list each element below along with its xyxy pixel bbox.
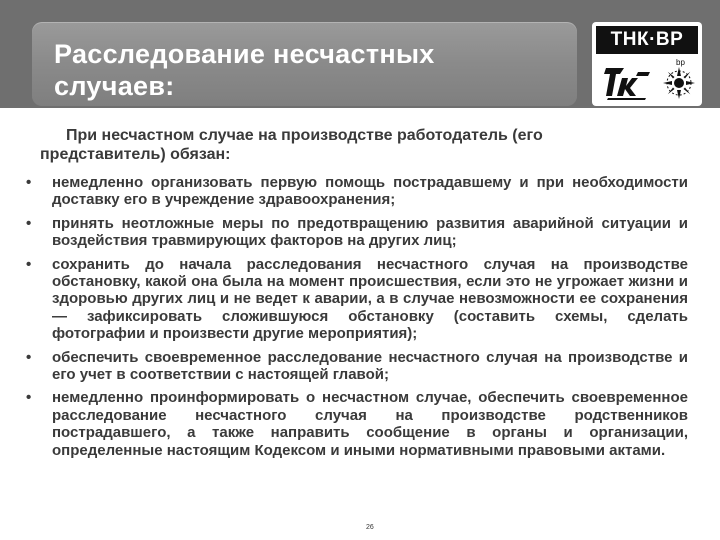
bullet-icon: • — [26, 389, 32, 407]
list-item — [24, 256, 688, 343]
bp-helios-icon — [662, 66, 696, 100]
list-item-text: сохранить до начала расследования несчастного случая на производстве обстановку, какой она была на момент происшествия, если это не угрожает жизни и здоровью других лиц и не ведет к аварии, а в случае невозможности ее сохранения — зафиксировать сложившуюся обстановку (составить схемы, сделать фотографии и произвести другие мероприятия); — [52, 255, 688, 343]
bullet-icon: • — [26, 174, 32, 191]
list-item-text: немедленно проинформировать о несчастном случае, обеспечить своевременное расследование несчастного случая на производстве родственников пострадавшего, а также направить сообщение в органы и организации, определенные настоящим Кодексом и иными нормативными правовыми актами. — [52, 389, 688, 459]
obligations-list — [24, 174, 688, 465]
list-item — [24, 349, 688, 384]
tnk-emblem-icon — [602, 62, 652, 102]
page-number: 26 — [366, 524, 374, 531]
intro-text — [40, 126, 690, 164]
company-logo — [592, 22, 702, 106]
list-item-text: немедленно организовать первую помощь пострадавшему и при необходимости доставку его в учреждение здравоохранения; — [52, 174, 688, 209]
intro-line-1: При несчастном случае на производстве работодатель (его — [66, 127, 543, 144]
logo-bp-text: bp — [676, 58, 685, 67]
list-item-text: обеспечить своевременное расследование несчастного случая на производстве и его учет в соответствии с настоящей главой; — [52, 348, 688, 384]
slide-title: Расследование несчастных случаев: — [54, 39, 435, 101]
bullet-icon: • — [26, 214, 32, 232]
list-item-text: принять неотложные меры по предотвращению развития аварийной ситуации и воздействия травмирующих факторов на других лиц; — [52, 214, 688, 250]
logo-brand-text: ТНК·BP — [596, 26, 698, 54]
bullet-icon: • — [26, 255, 32, 273]
list-item — [24, 174, 688, 209]
bullet-icon: • — [26, 348, 32, 366]
intro-line-2: представитель) обязан: — [40, 146, 231, 163]
list-item — [24, 215, 688, 250]
list-item — [24, 389, 688, 459]
